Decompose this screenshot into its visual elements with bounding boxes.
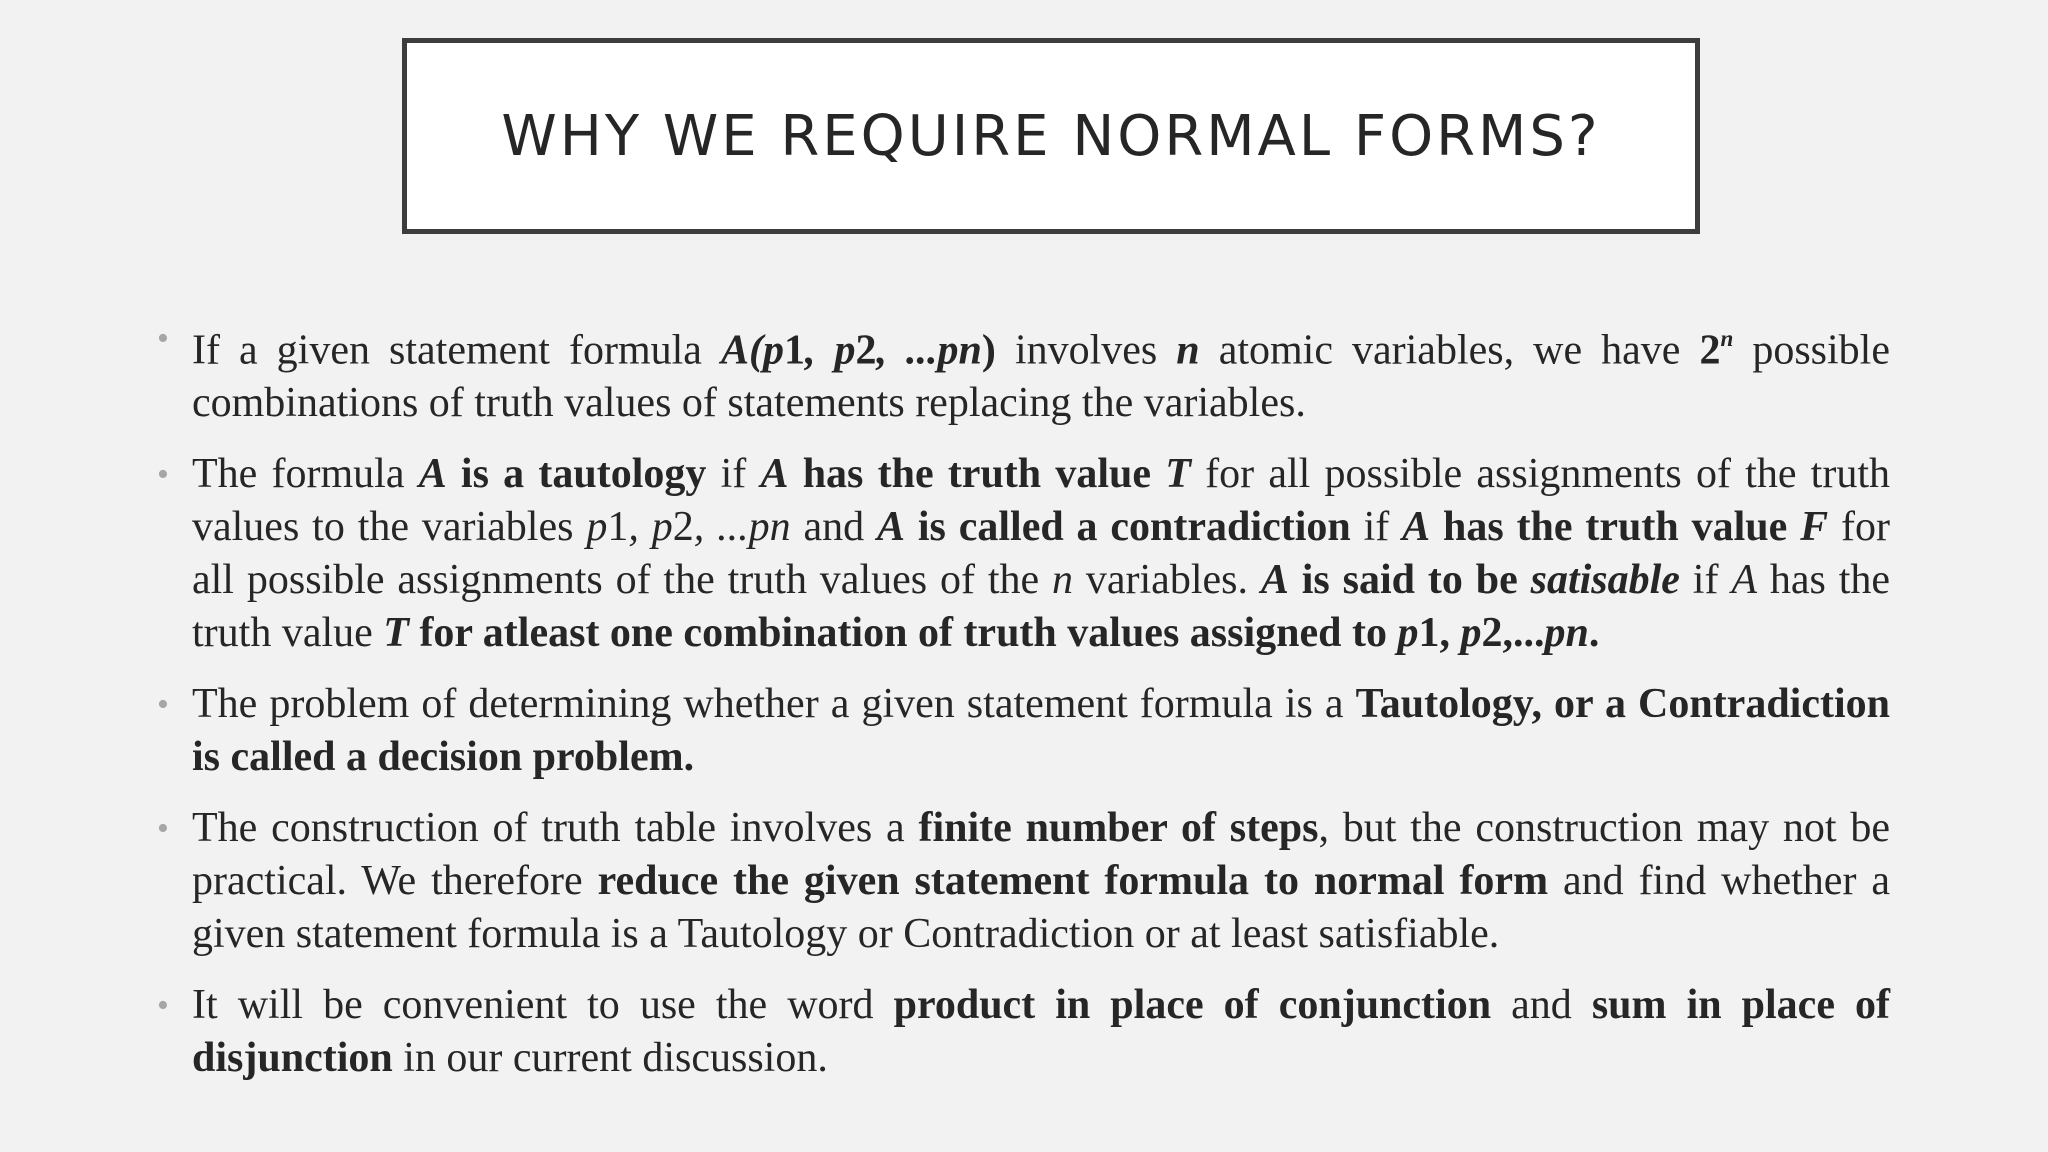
bullet-item xyxy=(150,802,1890,961)
bullet-marker: • xyxy=(157,320,169,357)
bullet-text-run: p xyxy=(586,504,608,551)
bullet-text-run: A(p xyxy=(720,327,784,374)
bullet-marker: • xyxy=(157,987,169,1025)
bullet-text-run: involves xyxy=(995,327,1177,374)
bullet-item xyxy=(150,448,1890,660)
bullet-text-run: A xyxy=(418,451,447,498)
bullet-item xyxy=(150,678,1890,784)
bullet-text-run: If a given statement formula xyxy=(192,327,721,374)
bullet-text-run: if xyxy=(1679,557,1732,604)
bullet-text-run: n xyxy=(1052,557,1074,604)
bullet-text-run: variables. xyxy=(1073,557,1261,604)
bullet-text-run: for all possible assignments of the truth values of the xyxy=(192,504,1891,604)
bullet-text-run: if xyxy=(706,451,761,498)
bullet-text-run: 1 xyxy=(783,327,805,374)
bullet-text-run: atomic variables, we have xyxy=(1199,327,1700,374)
bullet-text-run: It will be convenient to use the word xyxy=(192,982,894,1029)
bullet-text-run: product in place of conjunction xyxy=(893,982,1492,1029)
bullet-text-run: and xyxy=(790,504,877,551)
title-box xyxy=(402,38,1700,234)
bullet-text-run: , ...pn xyxy=(876,327,982,374)
bullet-item xyxy=(150,979,1890,1085)
bullet-text-run: and find whether a given statement formula is a Tautology or Contradiction or at least satisfiable. xyxy=(192,858,1890,958)
bullet-text-run: T xyxy=(383,610,409,657)
bullet-text-run: has the truth value xyxy=(1430,504,1801,551)
bullet-text-run: A xyxy=(1402,504,1431,551)
bullet-text-run: for atleast one combination of truth values assigned to xyxy=(408,610,1398,657)
bullet-text-run: is called a contradiction xyxy=(904,504,1351,551)
bullet-text-run: , p xyxy=(628,504,673,551)
bullet-text-run: and xyxy=(1491,982,1592,1029)
bullet-marker: • xyxy=(157,456,169,494)
bullet-text-run: is said to be xyxy=(1288,557,1531,604)
bullet-text-run: n xyxy=(1720,325,1734,351)
bullet-text-run: 2 xyxy=(672,504,694,551)
bullet-text-run: sum in place of disjunction xyxy=(192,982,1890,1082)
bullet-text-run: ) xyxy=(981,327,996,374)
bullet-text-run: finite number of steps xyxy=(918,805,1319,852)
bullet-text-run: The problem of determining whether a given statement formula is a xyxy=(192,681,1356,728)
slide-title: WHY WE REQUIRE NORMAL FORMS? xyxy=(501,103,1601,169)
bullet-text-run: n xyxy=(1176,327,1200,374)
bullet-text-run: Tautology, or a Contradiction is called a decision problem. xyxy=(192,681,1890,781)
bullet-text-run: reduce the given statement formula to normal form xyxy=(597,858,1549,905)
bullet-text-run: 2 xyxy=(1699,327,1721,374)
bullet-text-run: 1 xyxy=(607,504,629,551)
bullet-text-run: The formula xyxy=(192,451,419,498)
bullet-text-run: satisable xyxy=(1530,557,1680,604)
bullet-text-run: in our current discussion. xyxy=(392,1035,828,1082)
bullet-item xyxy=(150,312,1890,430)
bullet-text-run: for all possible assignments of the truth values to the variables xyxy=(192,451,1891,551)
bullet-text-run: The construction of truth table involves a xyxy=(192,805,919,852)
bullet-text-run: A xyxy=(1731,557,1757,604)
bullet-text-run: if xyxy=(1350,504,1403,551)
bullet-text-run: A xyxy=(876,504,905,551)
bullet-text-run: 2 xyxy=(855,327,877,374)
bullet-text-run: . xyxy=(1588,610,1600,657)
bullet-text-run: , ...pn xyxy=(693,504,791,551)
bullet-text-run: T xyxy=(1165,451,1191,498)
bullet-marker: • xyxy=(157,810,169,848)
bullet-text-run: pn xyxy=(1544,610,1589,657)
bullet-text-run: p xyxy=(1460,610,1482,657)
bullet-marker: • xyxy=(157,686,169,724)
bullet-text-run: p xyxy=(1397,610,1419,657)
bullet-text-run: has the truth value xyxy=(192,557,1891,657)
bullet-text-run: 2,... xyxy=(1481,610,1545,657)
bullet-list xyxy=(150,312,1890,1103)
bullet-text-run: , but the construction may not be practical. We therefore xyxy=(192,805,1890,905)
bullet-text-run: is a tautology xyxy=(446,451,707,498)
bullet-text-run: F xyxy=(1800,504,1829,551)
bullet-text-run: 1, xyxy=(1418,610,1461,657)
bullet-text-run: A xyxy=(1260,557,1289,604)
bullet-text-run: , p xyxy=(804,327,856,374)
bullet-text-run: has the truth value xyxy=(788,451,1166,498)
bullet-text-run: A xyxy=(760,451,789,498)
bullet-text-run: possible combinations of truth values of statements replacing the variables. xyxy=(192,327,1890,427)
